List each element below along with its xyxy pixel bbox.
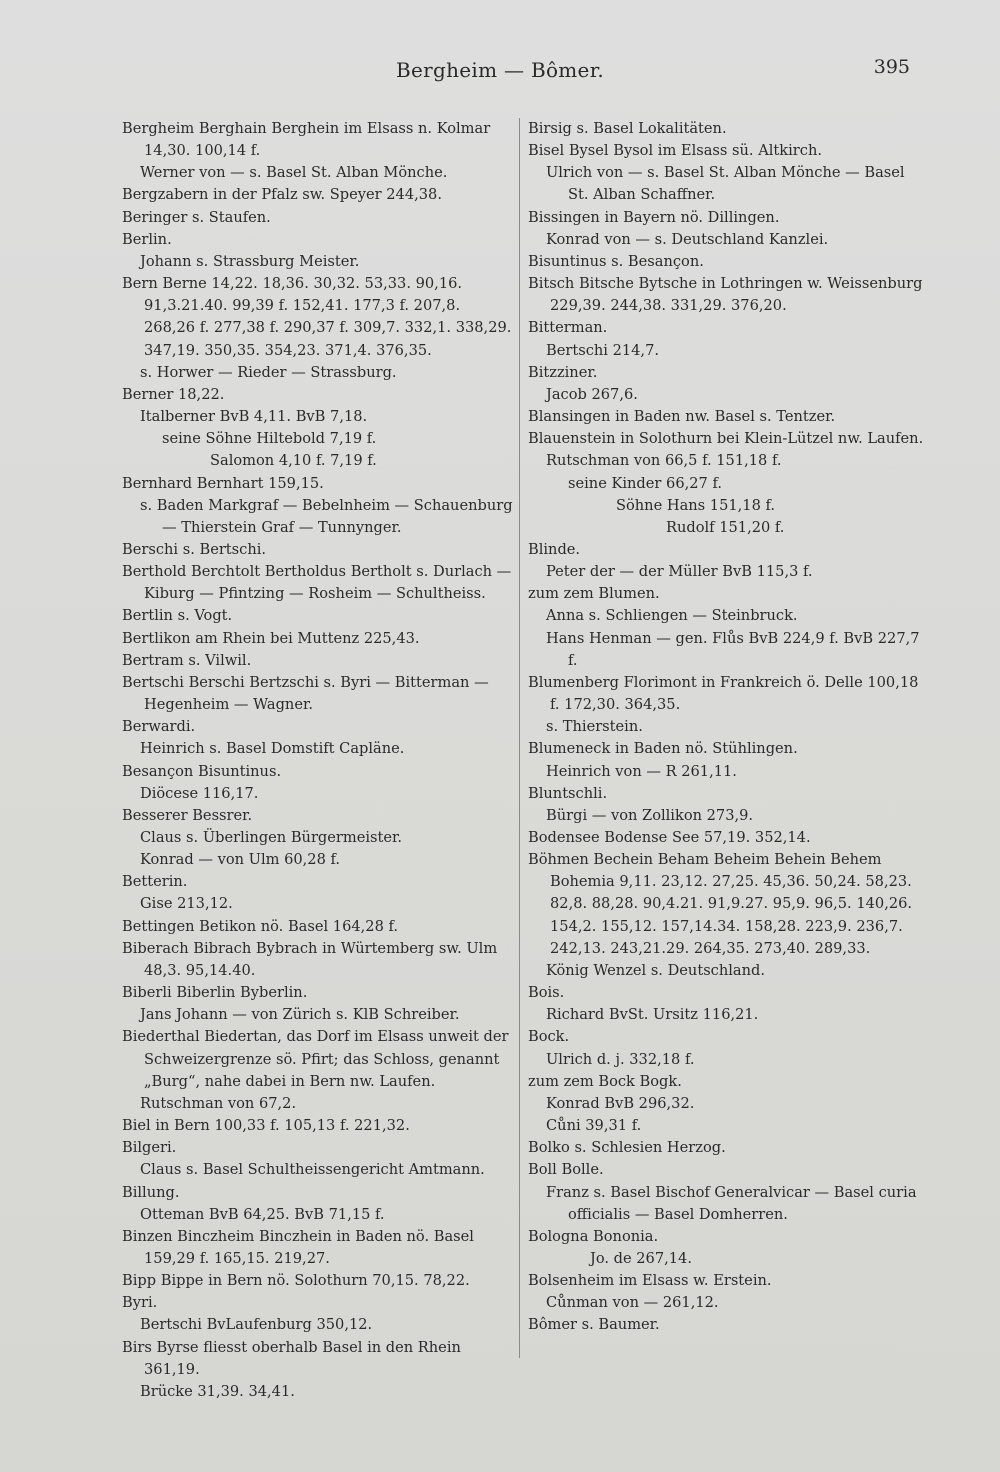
index-entry: Bissingen in Bayern nö. Dillingen.	[528, 208, 780, 226]
index-entry: Bertram s. Vilwil.	[122, 651, 252, 669]
index-entry: Bertschi Berschi Bertzschi s. Byri — Bitterman — Hegenheim — Wagner.	[122, 673, 489, 714]
column-divider	[519, 118, 520, 1358]
index-entry: s. Baden Markgraf — Bebelnheim — Schauenburg — Thierstein Graf — Tunnynger.	[140, 496, 513, 536]
page-number: 395	[873, 56, 910, 78]
index-entry: Bitzziner.	[528, 363, 598, 381]
index-entry: Salomon 4,10 f. 7,19 f.	[210, 452, 377, 470]
index-entry: zum zem Blumen.	[528, 585, 660, 603]
index-entry: Cůni 39,31 f.	[546, 1117, 642, 1135]
index-entry: Berner 18,22.	[122, 385, 225, 403]
index-entry: s. Thierstein.	[546, 718, 643, 736]
index-entry: Hans Henman — gen. Flůs BvB 224,9 f. BvB 227,7 f.	[546, 629, 920, 669]
index-entry: Jans Johann — von Zürich s. KlB Schreiber.	[140, 1006, 460, 1024]
index-entry: Biel in Bern 100,33 f. 105,13 f. 221,32.	[122, 1117, 410, 1135]
index-entry: Bertlin s. Vogt.	[122, 607, 233, 625]
index-entry: Richard BvSt. Ursitz 116,21.	[546, 1006, 759, 1024]
index-entry: Claus s. Überlingen Bürgermeister.	[140, 829, 403, 846]
index-entry: Bernhard Bernhart 159,15.	[122, 474, 324, 492]
index-entry: Billung.	[122, 1183, 180, 1201]
index-entry: seine Söhne Hiltebold 7,19 f.	[162, 430, 377, 448]
index-entry: Boll Bolle.	[528, 1161, 604, 1179]
index-entry: Cůnman von — 261,12.	[546, 1294, 719, 1312]
index-entry: Binzen Binczheim Binczhein in Baden nö. Basel 159,29 f. 165,15. 219,27.	[122, 1227, 474, 1267]
index-entry: Bern Berne 14,22. 18,36. 30,32. 53,33. 90,16. 91,3.21.40. 99,39 f. 152,41. 177,3 f. 207,8. 268,26 f. 277,38 f. 290,37 f. 309,7. 332,1. 338,29. 347,19. 350,35. 354,23. 371,4. 376,35.	[122, 275, 512, 359]
index-entry: Bitterman.	[528, 319, 608, 337]
index-entry: Rutschman von 66,5 f. 151,18 f.	[546, 452, 782, 470]
index-entry: Berlin.	[122, 230, 172, 248]
index-entry: Söhne Hans 151,18 f.	[616, 496, 776, 514]
index-entry: Bisuntinus s. Besançon.	[528, 252, 704, 270]
index-entry: Bilgeri.	[122, 1139, 177, 1157]
index-entry: Claus s. Basel Schultheissengericht Amtmann.	[140, 1161, 485, 1179]
index-entry: Bolsenheim im Elsass w. Erstein.	[528, 1272, 772, 1290]
index-entry: Brücke 31,39. 34,41.	[140, 1382, 295, 1400]
index-entry: Konrad — von Ulm 60,28 f.	[140, 851, 341, 869]
index-entry: Blumenberg Florimont in Frankreich ö. Delle 100,18 f. 172,30. 364,35.	[528, 673, 919, 714]
index-entry: Berthold Berchtolt Bertholdus Bertholt s. Durlach — Kiburg — Pfintzing — Rosheim — Schultheiss.	[122, 563, 512, 603]
index-entry: Anna s. Schliengen — Steinbruck.	[546, 607, 798, 625]
index-entry: Italberner BvB 4,11. BvB 7,18.	[140, 408, 368, 426]
index-entry: Bluntschli.	[528, 784, 608, 802]
index-entry: s. Horwer — Rieder — Strassburg.	[140, 363, 397, 381]
index-entry: Franz s. Basel Bischof Generalvicar — Basel curia officialis — Basel Domherren.	[546, 1183, 917, 1223]
index-entry: Betterin.	[122, 873, 188, 891]
index-entry: Bergheim Berghain Berghein im Elsass n. Kolmar 14,30. 100,14 f.	[122, 120, 491, 160]
index-entry: Bettingen Betikon nö. Basel 164,28 f.	[122, 917, 399, 935]
right-column	[528, 118, 926, 1337]
index-entry: Bolko s. Schlesien Herzog.	[528, 1139, 726, 1157]
index-entry: Biederthal Biedertan, das Dorf im Elsass unweit der Schweizergrenze sö. Pfirt; das Schloss, genannt „Burg“, nahe dabei in Bern nw. Laufen.	[122, 1028, 509, 1090]
index-entry: Besançon Bisuntinus.	[122, 762, 282, 780]
index-entry: Berwardi.	[122, 718, 196, 736]
running-title: Bergheim — Bômer.	[395, 58, 605, 82]
index-entry: Heinrich von — R 261,11.	[546, 762, 737, 780]
index-entry: Ulrich von — s. Basel St. Alban Mönche — Basel St. Alban Schaffner.	[546, 164, 905, 204]
index-entry: Beringer s. Staufen.	[122, 208, 271, 226]
index-entry: Byri.	[122, 1294, 158, 1312]
index-entry: Blumeneck in Baden nö. Stühlingen.	[528, 740, 798, 758]
index-entry: Birsig s. Basel Lokalitäten.	[528, 120, 727, 137]
index-entry: Blinde.	[528, 540, 581, 558]
index-entry: Jacob 267,6.	[546, 385, 638, 403]
index-entry: Biberli Biberlin Byberlin.	[122, 984, 308, 1002]
left-column	[122, 118, 514, 1403]
index-entry: Bürgi — von Zollikon 273,9.	[546, 806, 754, 824]
index-entry: Bômer s. Baumer.	[528, 1316, 660, 1334]
index-entry: Bertschi BvLaufenburg 350,12.	[140, 1316, 373, 1334]
index-entry: Peter der — der Müller BvB 115,3 f.	[546, 563, 813, 581]
index-entry: Otteman BvB 64,25. BvB 71,15 f.	[140, 1205, 385, 1223]
index-entry: König Wenzel s. Deutschland.	[546, 961, 765, 979]
index-entry: Biberach Bibrach Bybrach in Würtemberg sw. Ulm 48,3. 95,14.40.	[122, 939, 498, 979]
index-entry: Jo. de 267,14.	[590, 1249, 692, 1267]
index-entry: Gise 213,12.	[140, 895, 233, 913]
index-entry: Ulrich d. j. 332,18 f.	[546, 1050, 695, 1068]
index-entry: Bisel Bysel Bysol im Elsass sü. Altkirch.	[528, 142, 822, 160]
index-entry: Bipp Bippe in Bern nö. Solothurn 70,15. 78,22.	[122, 1272, 470, 1290]
index-entry: Werner von — s. Basel St. Alban Mönche.	[140, 164, 448, 182]
index-entry: Berschi s. Bertschi.	[122, 540, 267, 558]
index-entry: Diöcese 116,17.	[140, 784, 259, 802]
index-entry: Bock.	[528, 1028, 570, 1046]
index-entry: Bologna Bononia.	[528, 1227, 659, 1245]
index-entry: Bitsch Bitsche Bytsche in Lothringen w. Weissenburg 229,39. 244,38. 331,29. 376,20.	[528, 275, 923, 315]
index-entry: Konrad von — s. Deutschland Kanzlei.	[546, 230, 829, 248]
index-entry: Böhmen Bechein Beham Beheim Behein Behem Bohemia 9,11. 23,12. 27,25. 45,36. 50,24. 58,23. 82,8. 88,28. 90,4.21. 91,9.27. 95,9. 96,5. 140,26. 154,2. 155,12. 157,14.34. 158,28. 223,9. 236,7. 242,13. 243,21.29. 264,35. 273,40. 289,33.	[528, 851, 913, 957]
index-entry: seine Kinder 66,27 f.	[568, 474, 722, 492]
index-entry: Bertlikon am Rhein bei Muttenz 225,43.	[122, 629, 420, 647]
index-entry: Rutschman von 67,2.	[140, 1094, 297, 1112]
index-entry: Bois.	[528, 984, 565, 1002]
index-entry: zum zem Bock Bogk.	[528, 1072, 682, 1090]
index-entry: Bergzabern in der Pfalz sw. Speyer 244,38.	[122, 186, 442, 204]
index-entry: Bertschi 214,7.	[546, 341, 659, 359]
index-entry: Konrad BvB 296,32.	[546, 1094, 695, 1112]
index-entry: Blauenstein in Solothurn bei Klein-Lützel nw. Laufen.	[528, 430, 924, 448]
index-entry: Blansingen in Baden nw. Basel s. Tentzer.	[528, 408, 836, 426]
index-entry: Birs Byrse fliesst oberhalb Basel in den Rhein 361,19.	[122, 1338, 461, 1378]
index-entry: Besserer Bessrer.	[122, 806, 253, 824]
index-entry: Johann s. Strassburg Meister.	[140, 252, 360, 270]
index-entry: Heinrich s. Basel Domstift Capläne.	[140, 740, 405, 758]
index-entry: Bodensee Bodense See 57,19. 352,14.	[528, 829, 811, 846]
index-entry: Rudolf 151,20 f.	[666, 518, 785, 536]
